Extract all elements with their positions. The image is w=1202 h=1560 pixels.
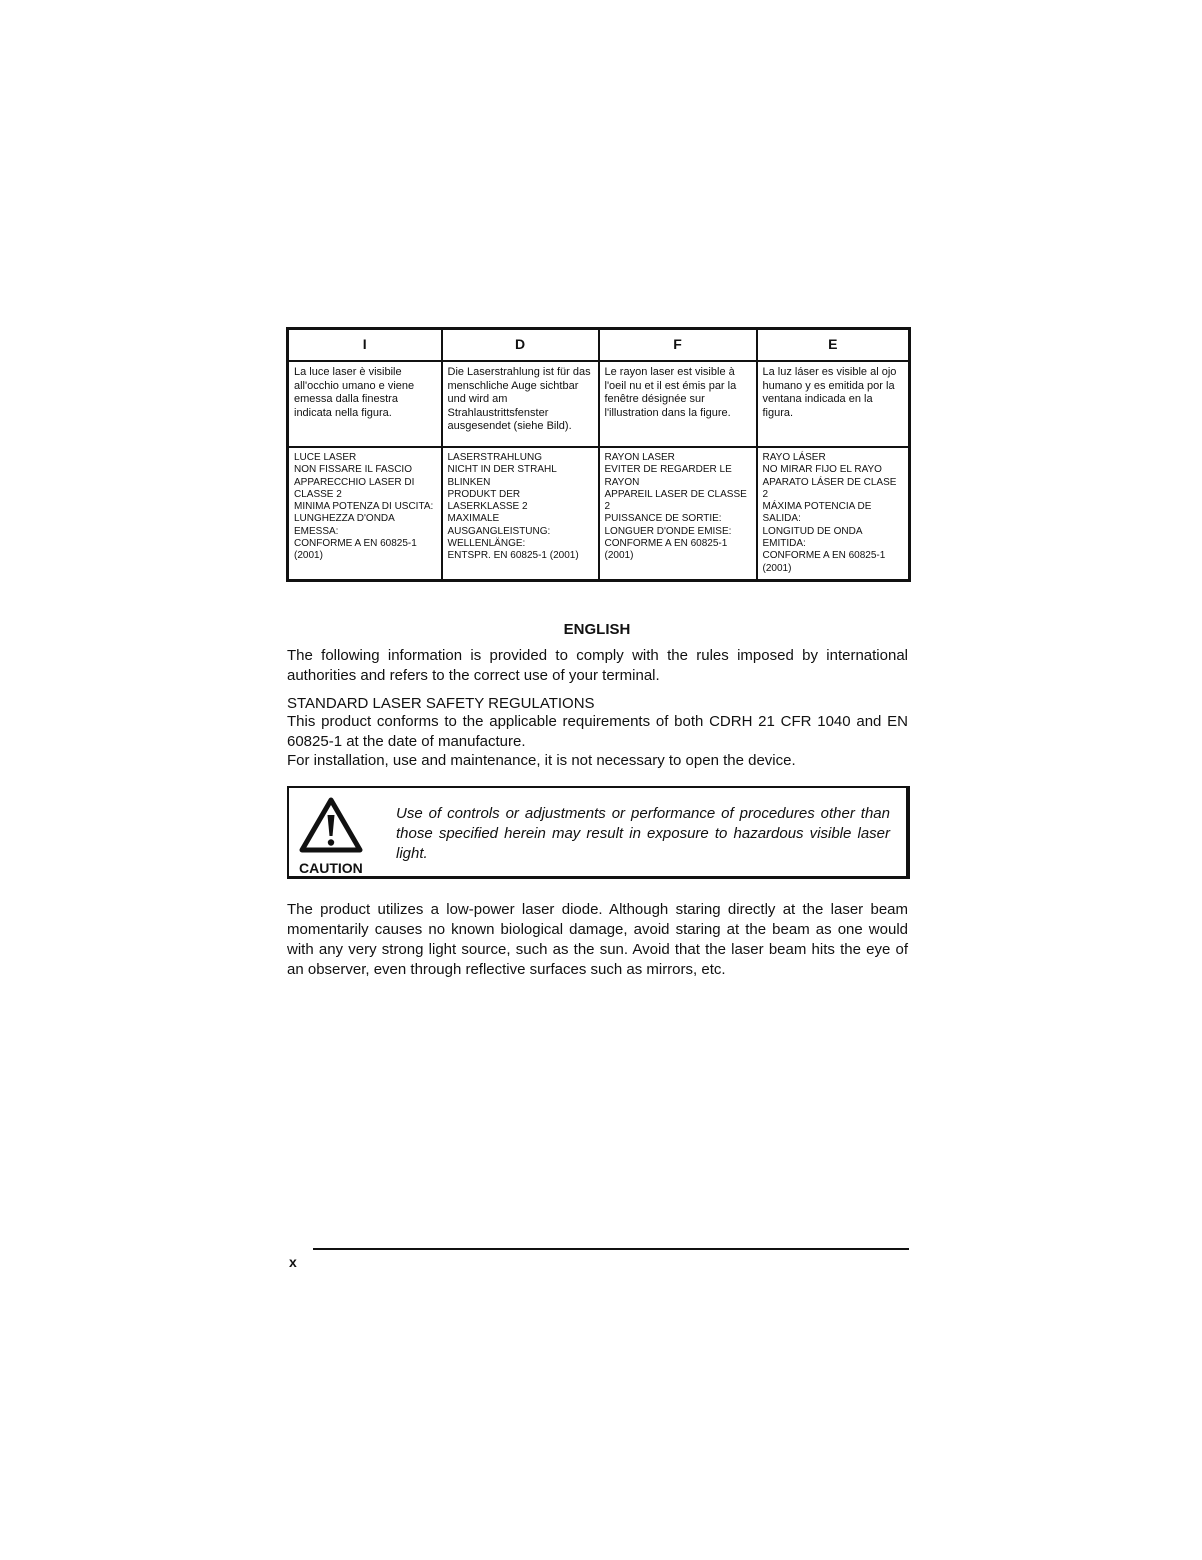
label-line: MÁXIMA POTENCIA DE SALIDA: <box>762 501 872 525</box>
label-line: APPAREIL LASER DE CLASSE 2 <box>604 488 747 513</box>
warning-triangle-icon <box>299 796 363 854</box>
footer-divider <box>313 1248 909 1250</box>
label-line: PUISSANCE DE SORTIE: <box>604 513 722 525</box>
label-line: LUNGHEZZA D'ONDA EMESSA: <box>294 513 395 537</box>
intro-paragraph: The following information is provided to comply with the rules imposed by international authorities and refers to the correct use of your terminal. <box>287 647 908 684</box>
label-line: WELLENLÄNGE: <box>447 538 526 550</box>
description-spanish: La luz láser es visible al ojo humano y es emitida por la ventana indicada en la figura. <box>757 361 910 447</box>
laser-label-italian <box>288 447 442 580</box>
language-header-spanish: E <box>757 329 910 362</box>
language-header-italian: I <box>288 329 442 362</box>
page-number: x <box>289 1254 297 1270</box>
description-german: Die Laserstrahlung ist für das menschliche Auge sichtbar und wird am Strahlaustrittsfenster ausgesendet (siehe Bild). <box>442 361 599 447</box>
regulations-heading: STANDARD LASER SAFETY REGULATIONS <box>287 695 595 712</box>
laser-label-german <box>442 447 599 580</box>
caution-text: Use of controls or adjustments or performance of procedures other than those specified herein may result in exposure to hazardous visible laser light. <box>396 805 890 862</box>
language-header-french: F <box>599 329 757 362</box>
label-line: APPARECCHIO LASER DI CLASSE 2 <box>294 476 415 500</box>
label-line: NO MIRAR FIJO EL RAYO <box>762 464 882 476</box>
description-french: Le rayon laser est visible à l'oeil nu et il est émis par la fenêtre désignée sur l'illustration dans la figure. <box>599 361 757 447</box>
caution-label: CAUTION <box>299 860 363 876</box>
description-italian: La luce laser è visibile all'occhio umano e viene emessa dalla finestra indicata nella figura. <box>288 361 442 447</box>
laser-label-spanish <box>757 447 910 580</box>
laser-label-row <box>288 447 910 580</box>
label-line: MINIMA POTENZA DI USCITA: <box>294 501 434 513</box>
label-line: RAYON LASER <box>604 452 675 463</box>
label-line: NICHT IN DER STRAHL BLINKEN <box>447 464 557 488</box>
label-line: PRODUKT DER LASERKLASSE 2 <box>447 488 528 513</box>
label-line: LONGUER D'ONDE EMISE: <box>604 525 732 537</box>
section-title: ENGLISH <box>563 621 631 638</box>
language-header-row <box>288 329 910 362</box>
installation-paragraph: For installation, use and maintenance, it is not necessary to open the device. <box>287 752 796 769</box>
label-line: LONGITUD DE ONDA EMITIDA: <box>762 525 862 550</box>
label-line: LASERSTRAHLUNG <box>447 452 542 463</box>
regulations-paragraph: This product conforms to the applicable requirements of both CDRH 21 CFR 1040 and EN 60825-1 at the date of manufacture. <box>287 713 908 750</box>
label-line: APARATO LÁSER DE CLASE 2 <box>762 476 897 500</box>
label-line: LUCE LASER <box>294 452 357 463</box>
label-line: CONFORME A EN 60825-1 (2001) <box>294 538 417 562</box>
label-line: NON FISSARE IL FASCIO <box>294 464 412 476</box>
laser-diode-paragraph: The product utilizes a low-power laser diode. Although staring directly at the laser beam momentarily causes no known biological damage, avoid staring at the beam as one would with any very strong light source, such as the sun. Avoid that the laser beam hits the eye of an observer, even through reflective surfaces such as mirrors, etc. <box>287 901 908 978</box>
label-line: EVITER DE REGARDER LE RAYON <box>604 464 732 488</box>
label-line: CONFORME A EN 60825-1 (2001) <box>604 538 728 562</box>
laser-language-table <box>286 327 911 582</box>
language-header-german: D <box>442 329 599 362</box>
description-row <box>288 361 910 447</box>
label-line: CONFORME A EN 60825-1 (2001) <box>762 550 886 574</box>
label-line: RAYO LÁSER <box>762 452 826 463</box>
label-line: ENTSPR. EN 60825-1 (2001) <box>447 550 579 562</box>
laser-label-french <box>599 447 757 580</box>
caution-box <box>287 786 910 879</box>
label-line: MAXIMALE AUSGANGLEISTUNG: <box>447 513 551 537</box>
